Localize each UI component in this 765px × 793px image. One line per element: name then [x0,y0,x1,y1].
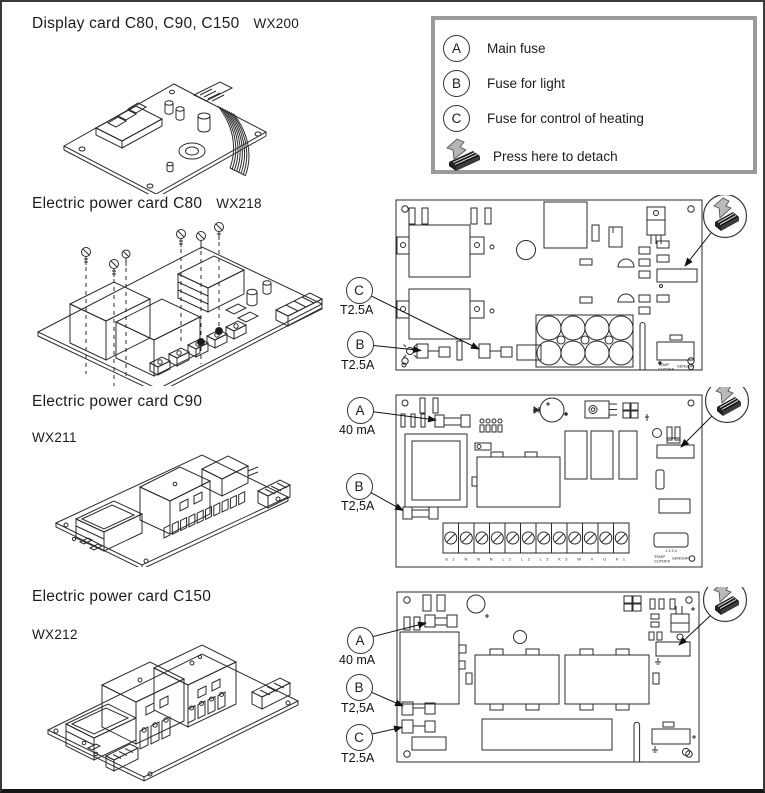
c80-exploded-illustration [30,214,330,386]
c150-part: WX212 [32,627,78,642]
callout-c90-b: B [346,473,373,500]
legend-key-a: A [443,35,470,62]
section-title-c80 [32,195,262,213]
callout-c150-a-value: 40 mA [339,653,376,667]
c90-title: Electric power card C90 [32,393,203,410]
callout-c80-b: B [347,331,374,358]
callout-c150-b-value: T2,5A [341,701,375,715]
section-title-display [32,15,299,33]
legend-box [431,16,757,174]
display-card-title: Display card C80, C90, C150 [32,15,240,32]
c90-temp-label: TEMP [654,554,666,559]
legend-item-main-fuse: A Main fuse [443,35,546,62]
detach-icon [704,195,747,238]
callout-c90-b-value: T2,5A [341,499,375,513]
detach-icon [706,387,749,423]
legend-item-fuse-heating: C Fuse for control of heating [443,105,644,132]
legend-key-c: C [443,105,470,132]
callout-c80-b-value: T2.5A [341,358,375,372]
fuse-detach-icon [443,138,483,174]
c90-cutoff-label: CUTOFF [654,558,671,564]
c80-cutoff-label: CUTOFF [658,366,675,372]
callout-c150-c: C [346,724,373,751]
display-card-illustration [52,54,277,194]
section-title-c90 [32,393,202,411]
c90-board-diagram [395,387,760,572]
c80-board-diagram [395,195,760,380]
c150-board-diagram [395,587,760,767]
c150-illustration [40,630,305,788]
c90-illustration [50,439,295,567]
c90-part: WX211 [32,430,77,445]
legend-key-b: B [443,70,470,97]
c90-terminal-labels: G2 N N N L1 L2 L3 K3 W V U K1 [445,557,625,562]
legend-item-fuse-light: B Fuse for light [443,70,565,97]
c150-title: Electric power card C150 [32,588,212,605]
c80-temp-label: TEMP [658,362,670,367]
callout-c150-b: B [346,674,373,701]
callout-c150-a: A [347,627,374,654]
c80-sensor-label: SENSOR [677,363,694,369]
c90-pin-labels: 1 2 3 4 [665,549,677,553]
callout-c150-c-value: T2.5A [341,751,375,765]
c80-part: WX218 [216,196,262,211]
callout-c80-c-value: T2.5A [340,303,374,317]
section-title-c150 [32,588,211,606]
c90-sensor-label: SENSOR [672,555,689,561]
legend-item-detach: Press here to detach [443,138,618,174]
callout-c80-c: C [346,277,373,304]
display-card-part: WX200 [253,16,300,31]
callout-c90-a: A [347,397,374,424]
callout-c90-a-value: 40 mA [339,423,376,437]
c80-title: Electric power card C80 [32,195,203,212]
